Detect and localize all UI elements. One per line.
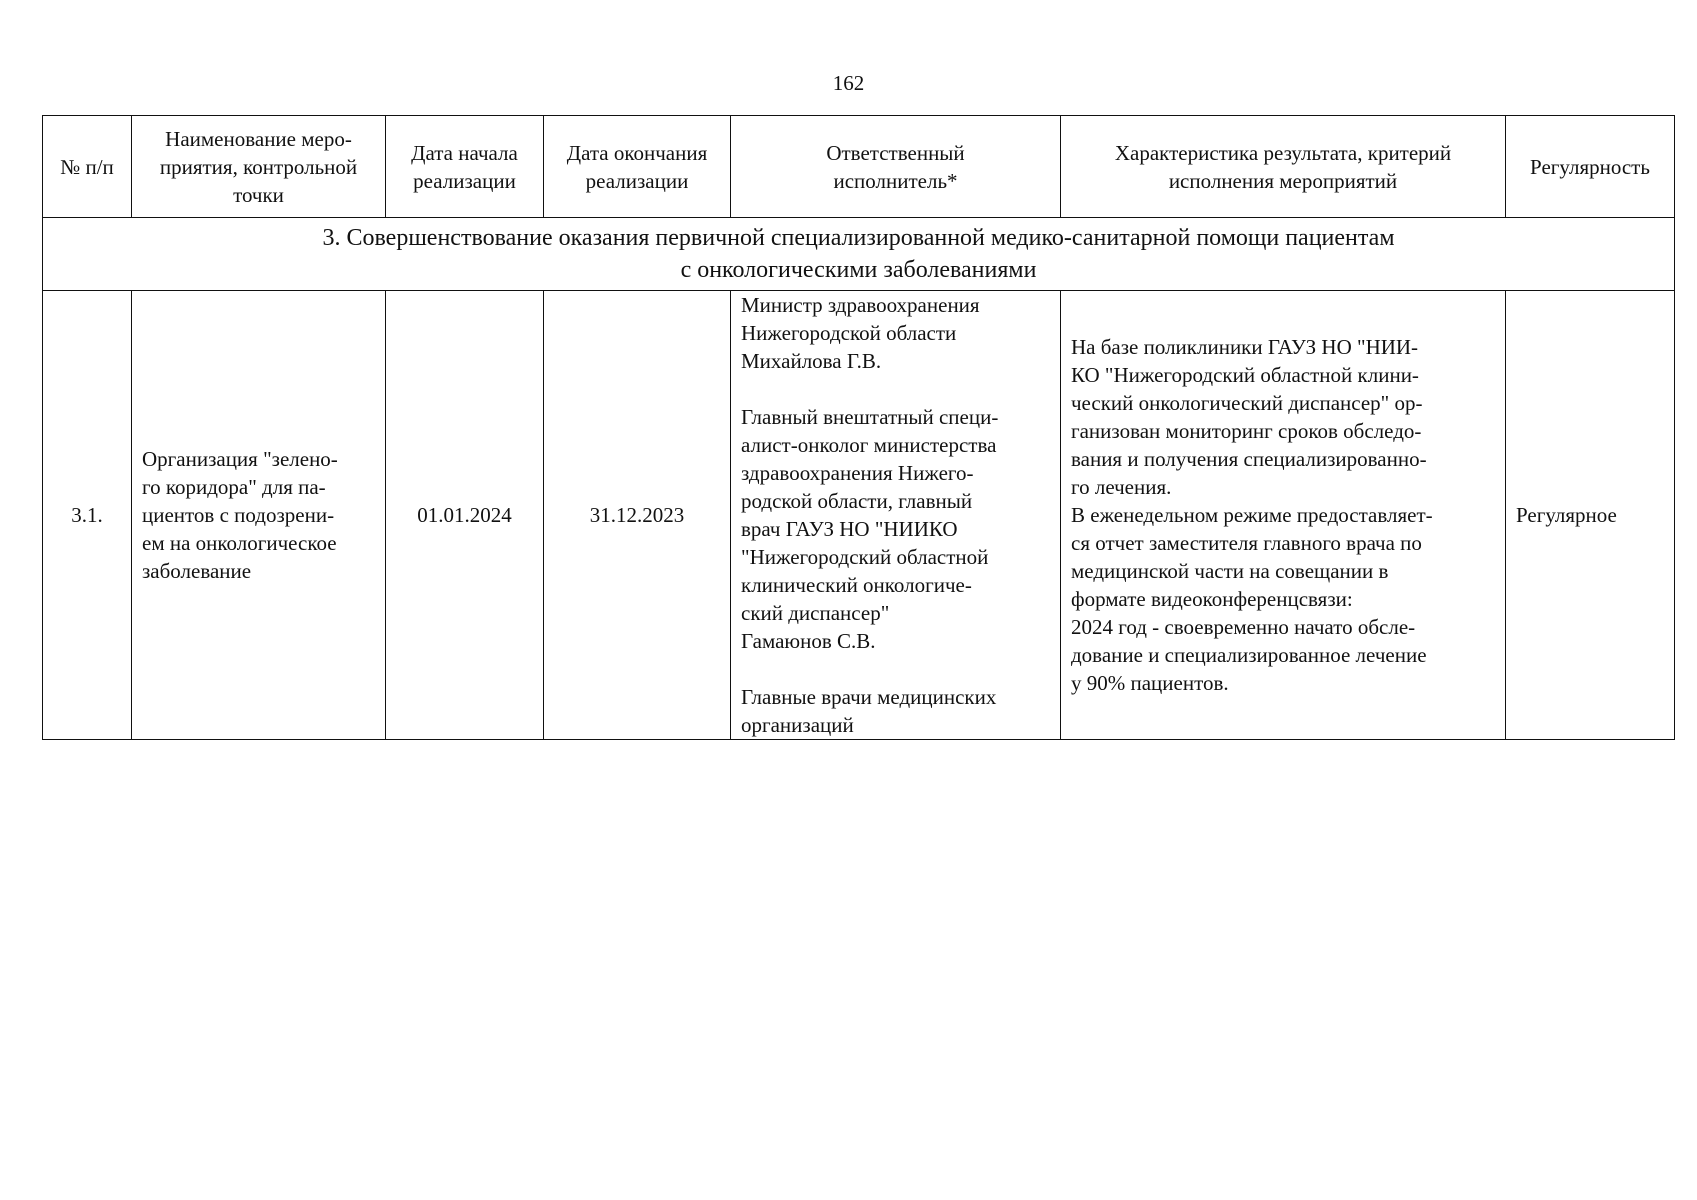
page-number: 162 — [832, 71, 865, 95]
header-number: № п/п — [43, 116, 132, 218]
row-result: На базе поликлиники ГАУЗ НО "НИИ- КО "Нижегородский областной клини- ческий онкологический диспансер" ор- ганизован мониторинг сроков обследо- вания и получения специализированно- го лечения. В еженедельном режиме предоставляет- ся отчет заместителя главного врача по медицинской части на совещании в формате видеоконференцсвязи: 2024 год - своевременно начато обсле- дование и специализированное лечение у 90% пациентов. — [1061, 291, 1506, 740]
row-regularity: Регулярное — [1506, 291, 1675, 740]
header-activity-name: Наименование меро- приятия, контрольной точки — [132, 116, 386, 218]
row-number: 3.1. — [43, 291, 132, 740]
table-header-row — [43, 116, 1675, 218]
section-row — [43, 218, 1675, 291]
row-responsible — [731, 291, 1061, 740]
spacer — [741, 655, 1050, 683]
section-title: 3. Совершенствование оказания первичной специализированной медико-санитарной помощи пациентам с онкологическими заболеваниями — [43, 218, 1675, 291]
spacer — [741, 375, 1050, 403]
header-result: Характеристика результата, критерий исполнения мероприятий — [1061, 116, 1506, 218]
row-activity-name: Организация "зелено- го коридора" для па- циентов с подозрени- ем на онкологическое заболевание — [132, 291, 386, 740]
header-start-date: Дата начала реализации — [386, 116, 544, 218]
header-responsible: Ответственный исполнитель* — [731, 116, 1061, 218]
table-row — [43, 291, 1675, 740]
activities-table — [42, 115, 1675, 740]
responsible-chief-specialist: Главный внештатный специ- алист-онколог министерства здравоохранения Нижего- родской области, главный врач ГАУЗ НО "НИИКО "Нижегородский областной клинический онкологиче- ский диспансер" Гамаюнов С.В. — [741, 405, 999, 653]
header-regularity: Регулярность — [1506, 116, 1675, 218]
responsible-minister: Министр здравоохранения Нижегородской области Михайлова Г.В. — [741, 293, 980, 373]
row-end-date: 31.12.2023 — [544, 291, 731, 740]
row-start-date: 01.01.2024 — [386, 291, 544, 740]
header-end-date: Дата окончания реализации — [544, 116, 731, 218]
responsible-chief-doctors: Главные врачи медицинских организаций — [741, 685, 997, 737]
